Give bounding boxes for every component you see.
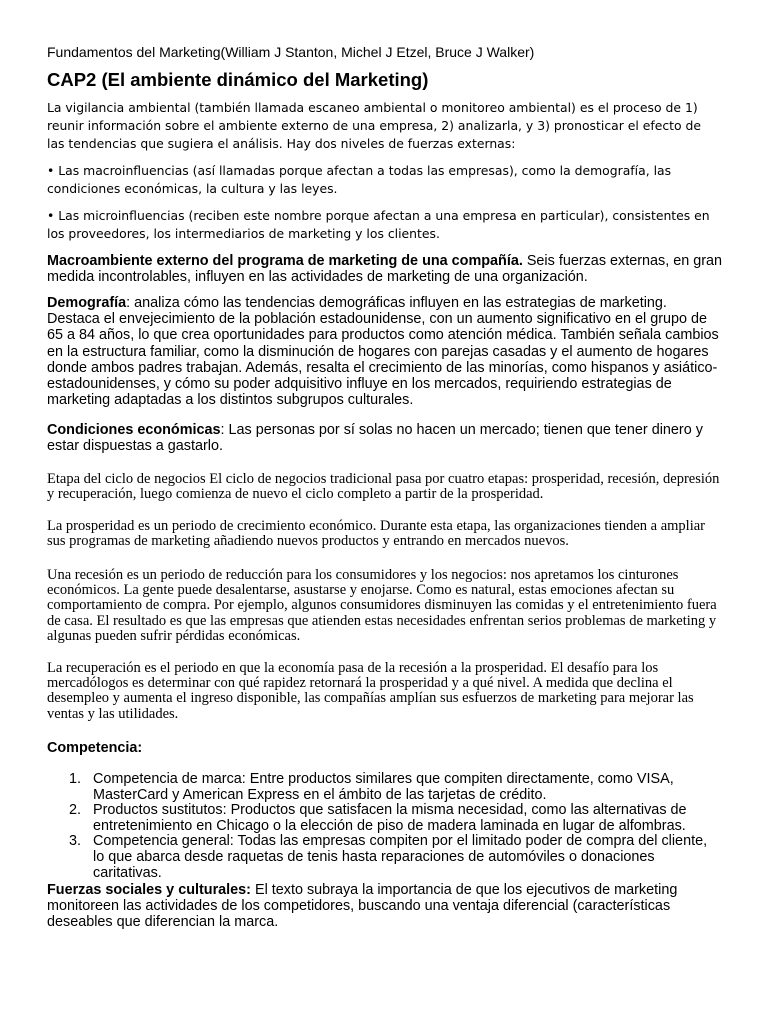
demografia-text: : analiza cómo las tendencias demográficas influyen en las estrategias de marketing. Destaca el envejecimiento de la población estadounidense, con un aumento significativo en el grupo de 65 a 84 años, lo que crea oportunidades para productos como atención médica. También señala cambios en la estructura familiar, como la disminución de hogares con parejas casadas y el aumento de hogares donde ambos padres trabajan. Además, resalta el crecimiento de las minorías, como hispanos y asiático-estadounidenses, y cómo su poder adquisitivo influye en los mercados, requiriendo estrategias de marketing adaptadas a los distintos subgrupos culturales.: [47, 295, 719, 409]
recuperacion-paragraph: La recuperación es el periodo en que la economía pasa de la recesión a la prosperidad. El desafío para los mercadólogos es determinar con qué rapidez retornará la prosperidad y a qué nivel. A medida que declina el desempleo y aumenta el ingreso disponible, las compañías amplían sus esfuerzos de marketing para mejorar las ventas y las utilidades.: [47, 660, 694, 722]
fuerzas-sociales-paragraph: [47, 882, 722, 931]
condiciones-heading: Condiciones económicas: [47, 422, 221, 438]
intro-paragraph: La vigilancia ambiental (también llamada escaneo ambiental o monitoreo ambiental) es el proceso de 1) reunir información sobre el ambiente externo de una empresa, 2) analizarla, y 3) pronosticar el efecto de las tendencias que sugiera el análisis. Hay dos niveles de fuerzas externas:: [47, 100, 702, 151]
list-item: [47, 834, 722, 881]
list-item-number: 1.: [69, 771, 82, 787]
list-item-text: Competencia de marca: Entre productos similares que compiten directamente, como VISA, MasterCard y American Express en el ámbito de las tarjetas de crédito.: [93, 771, 674, 803]
microinfluencias-bullet: • Las microinfluencias (reciben este nombre porque afectan a una empresa en particular), consistentes en los proveedores, los intermediarios de marketing y los clientes.: [47, 208, 710, 241]
recesion-paragraph: Una recesión es un periodo de reducción para los consumidores y los negocios: nos apretamos los cinturones económicos. La gente puede desalentarse, asustarse y enojarse. Como es natural, estas emociones afectan su comportamiento de compra. Por ejemplo, algunos consumidores disminuyen las comidas y el entretenimiento fuera de casa. El resultado es que las empresas que atienden estas necesidades enfrentan serios problemas de marketing y algunas pueden sufrir pérdidas económicas.: [47, 567, 717, 644]
list-item-text: Productos sustitutos: Productos que satisfacen la misma necesidad, como las alternativas de entretenimiento en Chicago o la elección de piso de madera laminada en lugar de alfombras.: [93, 802, 687, 834]
fuerzas-sociales-heading: Fuerzas sociales y culturales:: [47, 882, 251, 898]
macroinfluencias-bullet: • Las macroinfluencias (así llamadas porque afectan a todas las empresas), como la demografía, las condiciones económicas, la cultura y las leyes.: [47, 163, 672, 196]
condiciones-text: : Las personas por sí solas no hacen un mercado; tienen que tener dinero y estar dispuestas a gastarlo.: [47, 422, 703, 455]
list-item-number: 2.: [69, 802, 82, 819]
chapter-title: CAP2 (El ambiente dinámico del Marketing): [47, 69, 429, 90]
macroambiente-heading: Macroambiente externo del programa de marketing de una compañía.: [47, 253, 523, 269]
list-item-text: Competencia general: Todas las empresas compiten por el limitado poder de compra del cliente, lo que abarca desde raquetas de tenis hasta reparaciones de automóviles o donaciones caritativas.: [93, 833, 708, 881]
macroambiente-paragraph: [47, 253, 722, 285]
prosperidad-paragraph: La prosperidad es un periodo de crecimiento económico. Durante esta etapa, las organizaciones tienden a ampliar sus programas de marketing añadiendo nuevos productos y entrando en mercados nuevos.: [47, 518, 706, 550]
fuerzas-sociales-text: El texto subraya la importancia de que los ejecutivos de marketing monitoreen las actividades de los competidores, buscando una ventaja diferencial (características deseables que diferencian la marca.: [47, 882, 678, 931]
list-item-number: 3.: [69, 833, 82, 850]
competencia-heading: Competencia:: [47, 740, 143, 756]
book-reference: Fundamentos del Marketing(William J Stanton, Michel J Etzel, Bruce J Walker): [47, 44, 535, 60]
list-item: [47, 772, 722, 803]
demografia-paragraph: [47, 295, 722, 408]
condiciones-paragraph: [47, 422, 722, 454]
ciclo-negocios-paragraph: Etapa del ciclo de negocios El ciclo de negocios tradicional pasa por cuatro etapas: prosperidad, recesión, depresión y recuperación, luego comienza de nuevo el ciclo completo a partir de la prosperidad.: [47, 471, 720, 503]
list-item: [47, 803, 722, 834]
macroambiente-text: Seis fuerzas externas, en gran medida incontrolables, influyen en las actividades de marketing de una organización.: [47, 253, 723, 286]
competencia-list: [47, 772, 722, 881]
demografia-heading: Demografía: [47, 295, 127, 311]
